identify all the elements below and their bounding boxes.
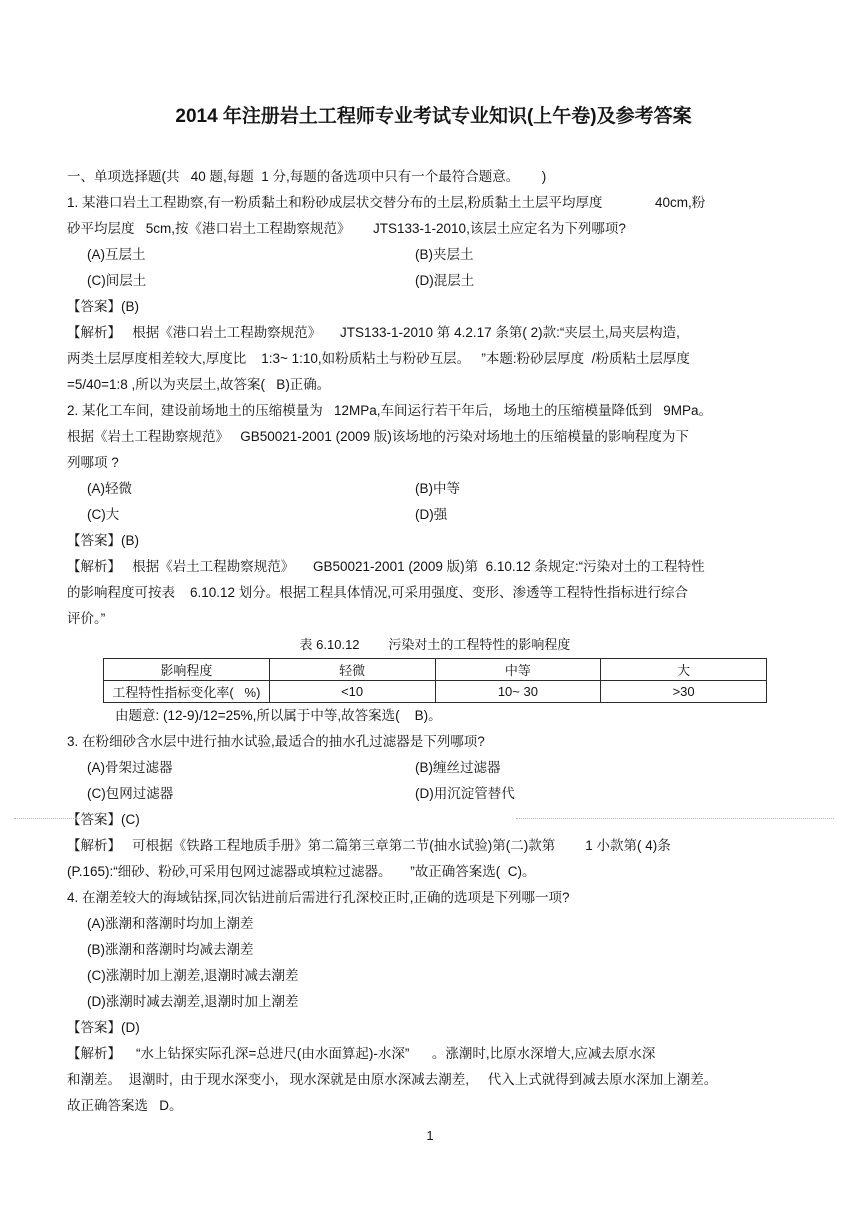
question-2-option-c: (C)大	[87, 507, 120, 522]
impact-table-header-large: 大	[601, 659, 767, 681]
question-3-options-row-1	[67, 755, 800, 781]
question-4-option-b: (B)涨潮和落潮时均减去潮差	[87, 942, 254, 957]
question-3-analysis-line-2: (P.165):“细砂、粉砂,可采用包网过滤器或填粒过滤器。 ”故正确答案选( C)。	[67, 864, 536, 879]
page-break-dotted-line-left	[14, 818, 80, 819]
question-4-option-a: (A)涨潮和落潮时均加上潮差	[87, 916, 254, 931]
question-2-analysis-line-3: 评价。”	[67, 611, 106, 626]
question-2-option-a: (A)轻微	[87, 481, 132, 496]
question-4-analysis-line-3: 故正确答案选 D。	[67, 1098, 183, 1113]
question-1-analysis-line-2: 两类土层厚度相差较大,厚度比 1:3~ 1:10,如粉质粘土与粉砂互层。 ”本题:粉砂层厚度 /粉质粘土层厚度	[67, 351, 690, 366]
question-3-option-a: (A)骨架过滤器	[87, 760, 173, 775]
question-1-options-row-1	[67, 242, 800, 268]
impact-table-cell-large-value: >30	[601, 681, 767, 703]
impact-table-header-row	[104, 659, 767, 681]
question-2-conclusion-note: 由题意: (12-9)/12=25%,所以属于中等,故答案选( B)。	[115, 708, 442, 723]
impact-table-caption: 表 6.10.12 污染对土的工程特性的影响程度	[299, 637, 571, 652]
page-break-dotted-line-right	[516, 818, 834, 819]
question-2-stem-line-2: 根据《岩土工程勘察规范》 GB50021-2001 (2009 版)该场地的污染对场地土的压缩模量的影响程度为下	[67, 429, 689, 444]
question-1-stem-line-1: 1. 某港口岩土工程勘察,有一粉质黏土和粉砂成层状交替分布的土层,粉质黏土土层平均厚度 40cm,粉	[67, 195, 706, 210]
impact-table-header-degree: 影响程度	[104, 659, 270, 681]
impact-table-cell-medium-value: 10~ 30	[435, 681, 601, 703]
question-3-answer: 【答案】(C)	[67, 812, 140, 827]
question-1-analysis-line-3: =5/40=1:8 ,所以为夹层土,故答案( B)正确。	[67, 377, 331, 392]
question-2-option-d: (D)强	[415, 507, 448, 522]
impact-table-header-medium: 中等	[435, 659, 601, 681]
question-2-option-b: (B)中等	[415, 481, 460, 496]
question-2-analysis-line-1: 【解析】 根据《岩土工程勘察规范》 GB50021-2001 (2009 版)第 6.10.12 条规定:“污染对土的工程特性	[67, 559, 705, 574]
section-header: 一、单项选择题(共 40 题,每题 1 分,每题的备选项中只有一个最符合题意。 )	[67, 169, 547, 184]
question-4-option-c: (C)涨潮时加上潮差,退潮时减去潮差	[87, 968, 299, 983]
question-2-analysis-line-2: 的影响程度可按表 6.10.12 划分。根据工程具体情况,可采用强度、变形、渗透等工程特性指标进行综合	[67, 585, 689, 600]
impact-degree-table	[103, 658, 767, 703]
question-2-stem-line-1: 2. 某化工车间, 建设前场地土的压缩模量为 12MPa,车间运行若干年后, 场地土的压缩模量降低到 9MPa。	[67, 403, 713, 418]
page-title: 2014 年注册岩土工程师专业考试专业知识(上午卷)及参考答案	[175, 106, 692, 127]
question-1-answer: 【答案】(B)	[67, 299, 139, 314]
question-1-stem-line-2: 砂平均层度 5cm,按《港口岩土工程勘察规范》 JTS133-1-2010,该层土应定名为下列哪项?	[67, 221, 626, 236]
question-1-option-c: (C)间层土	[87, 273, 147, 288]
question-3-analysis-line-1: 【解析】 可根据《铁路工程地质手册》第二篇第三章第二节(抽水试验)第(二)款第 1 小款第( 4)条	[67, 838, 671, 853]
impact-table-header-slight: 轻微	[269, 659, 435, 681]
impact-table-cell-indicator: 工程特性指标变化率( %)	[104, 681, 270, 703]
question-1-option-a: (A)互层土	[87, 247, 146, 262]
page-number: 1	[426, 1128, 434, 1143]
question-2-options-row-2	[67, 502, 800, 528]
question-1-options-row-2	[67, 268, 800, 294]
question-4-analysis-line-1: 【解析】 “水上钻探实际孔深=总进尺(由水面算起)-水深” 。涨潮时,比原水深增大,应减去原水深	[67, 1046, 656, 1061]
question-4-stem-line-1: 4. 在潮差较大的海域钻探,同次钻进前后需进行孔深校正时,正确的选项是下列哪一项?	[67, 890, 570, 905]
question-1-analysis-line-1: 【解析】 根据《港口岩土工程勘察规范》 JTS133-1-2010 第 4.2.17 条第( 2)款:“夹层土,局夹层构造,	[67, 325, 680, 340]
impact-table-data-row	[104, 681, 767, 703]
question-2-stem-line-3: 列哪项 ?	[67, 455, 119, 470]
question-4-answer: 【答案】(D)	[67, 1020, 140, 1035]
question-3-option-d: (D)用沉淀管替代	[415, 786, 515, 801]
question-2-answer: 【答案】(B)	[67, 533, 139, 548]
question-3-option-b: (B)缠丝过滤器	[415, 760, 501, 775]
question-3-options-row-2	[67, 781, 800, 807]
question-4-analysis-line-2: 和潮差。 退潮时, 由于现水深变小, 现水深就是由原水深减去潮差, 代入上式就得到减去原水深加上潮差。	[67, 1072, 718, 1087]
question-4-option-d: (D)涨潮时减去潮差,退潮时加上潮差	[87, 994, 299, 1009]
question-3-option-c: (C)包网过滤器	[87, 786, 174, 801]
question-2-options-row-1	[67, 476, 800, 502]
question-1-option-d: (D)混层土	[415, 273, 475, 288]
question-1-option-b: (B)夹层土	[415, 247, 474, 262]
question-3-stem-line-1: 3. 在粉细砂含水层中进行抽水试验,最适合的抽水孔过滤器是下列哪项?	[67, 734, 485, 749]
impact-table-cell-slight-value: <10	[269, 681, 435, 703]
